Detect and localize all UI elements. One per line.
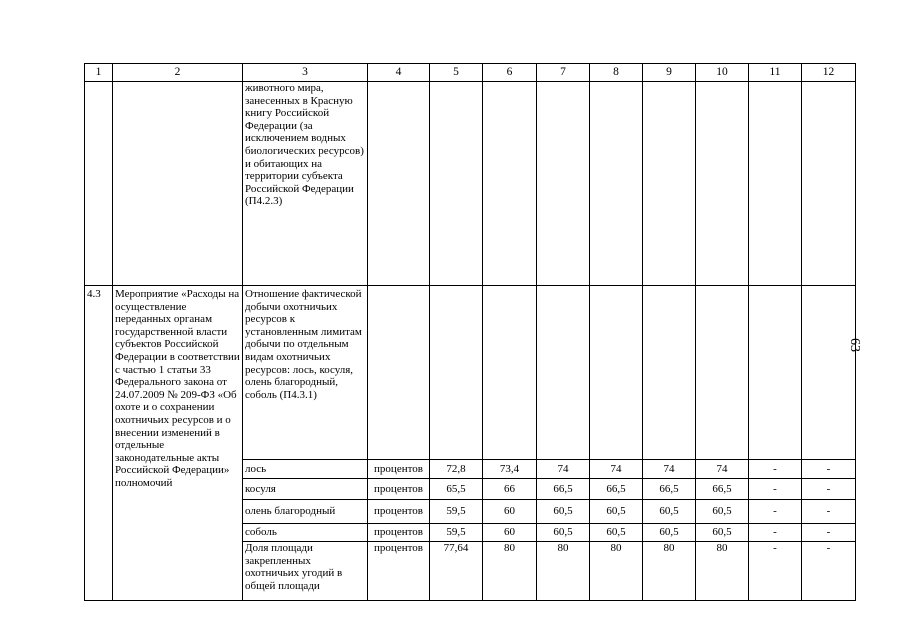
value-cell: 60,5 xyxy=(537,500,590,524)
value-cell: 80 xyxy=(590,542,643,601)
value-cell: 66 xyxy=(483,479,537,500)
value-cell: - xyxy=(749,542,802,601)
value-cell: 74 xyxy=(643,460,696,479)
value-cell: 80 xyxy=(696,542,749,601)
unit-cell: процентов xyxy=(368,524,430,542)
value-cell: - xyxy=(749,479,802,500)
value-cell: - xyxy=(749,500,802,524)
value-cell: 80 xyxy=(643,542,696,601)
value-cell: 60,5 xyxy=(643,524,696,542)
col-header: 9 xyxy=(643,64,696,82)
unit-cell: процентов xyxy=(368,542,430,601)
species-label: соболь xyxy=(243,524,368,542)
value-cell: 60,5 xyxy=(590,524,643,542)
value-cell: 80 xyxy=(483,542,537,601)
value-cell: 74 xyxy=(590,460,643,479)
value-cell: 59,5 xyxy=(430,500,483,524)
value-cell: - xyxy=(802,460,856,479)
value-cell: 74 xyxy=(537,460,590,479)
unit-cell: процентов xyxy=(368,479,430,500)
value-cell: 66,5 xyxy=(537,479,590,500)
table-row xyxy=(85,286,856,460)
unit-cell: процентов xyxy=(368,500,430,524)
col-header: 5 xyxy=(430,64,483,82)
col-header: 4 xyxy=(368,64,430,82)
value-cell: 60,5 xyxy=(643,500,696,524)
value-cell: - xyxy=(802,524,856,542)
col-header: 12 xyxy=(802,64,856,82)
row-number: 4.3 xyxy=(85,286,113,601)
species-label: олень благородный xyxy=(243,500,368,524)
value-cell: 73,4 xyxy=(483,460,537,479)
col-header: 11 xyxy=(749,64,802,82)
col-header: 1 xyxy=(85,64,113,82)
value-cell: - xyxy=(749,524,802,542)
page-number: 63 xyxy=(847,338,862,352)
value-cell: 72,8 xyxy=(430,460,483,479)
indicator-cell: Доля площади закрепленных охотничьих угодий в общей площади xyxy=(243,542,368,601)
measure-cell: Мероприятие «Расходы на осуществление переданных органам государственной власти субъектов Российской Федерации в соответствии с частью 1 статьи 33 Федерального закона от 24.07.2009 № 209-ФЗ «Об охоте и о сохранении охотничьих ресурсов и о внесении изменений в отдельные законодательные акты Российской Федерации» полномочий xyxy=(113,286,243,601)
indicator-cell: животного мира, занесенных в Красную книгу Российской Федерации (за исключением водных биологических ресурсов) и обитающих на территории субъекта Российской Федерации (П4.2.3) xyxy=(243,82,368,286)
value-cell: - xyxy=(802,542,856,601)
col-header: 6 xyxy=(483,64,537,82)
value-cell: 77,64 xyxy=(430,542,483,601)
value-cell: - xyxy=(802,479,856,500)
value-cell: 80 xyxy=(537,542,590,601)
value-cell: 60,5 xyxy=(696,524,749,542)
value-cell: 66,5 xyxy=(643,479,696,500)
value-cell: 60,5 xyxy=(537,524,590,542)
value-cell: 60 xyxy=(483,500,537,524)
value-cell: 60,5 xyxy=(590,500,643,524)
data-table xyxy=(84,63,856,601)
value-cell: - xyxy=(749,460,802,479)
value-cell: 60,5 xyxy=(696,500,749,524)
col-header: 3 xyxy=(243,64,368,82)
col-header: 7 xyxy=(537,64,590,82)
species-label: косуля xyxy=(243,479,368,500)
value-cell: - xyxy=(802,500,856,524)
header-row xyxy=(85,64,856,82)
unit-cell: процентов xyxy=(368,460,430,479)
value-cell: 60 xyxy=(483,524,537,542)
species-label: лось xyxy=(243,460,368,479)
indicator-cell: Отношение фактической добычи охотничьих ресурсов к установленным лимитам добычи по отдельным видам охотничьих ресурсов: лось, косуля, олень благородный, соболь (П4.3.1) xyxy=(243,286,368,460)
value-cell: 66,5 xyxy=(696,479,749,500)
col-header: 2 xyxy=(113,64,243,82)
value-cell: 74 xyxy=(696,460,749,479)
value-cell: 65,5 xyxy=(430,479,483,500)
value-cell: 66,5 xyxy=(590,479,643,500)
col-header: 10 xyxy=(696,64,749,82)
value-cell: 59,5 xyxy=(430,524,483,542)
col-header: 8 xyxy=(590,64,643,82)
continuation-row xyxy=(85,82,856,286)
